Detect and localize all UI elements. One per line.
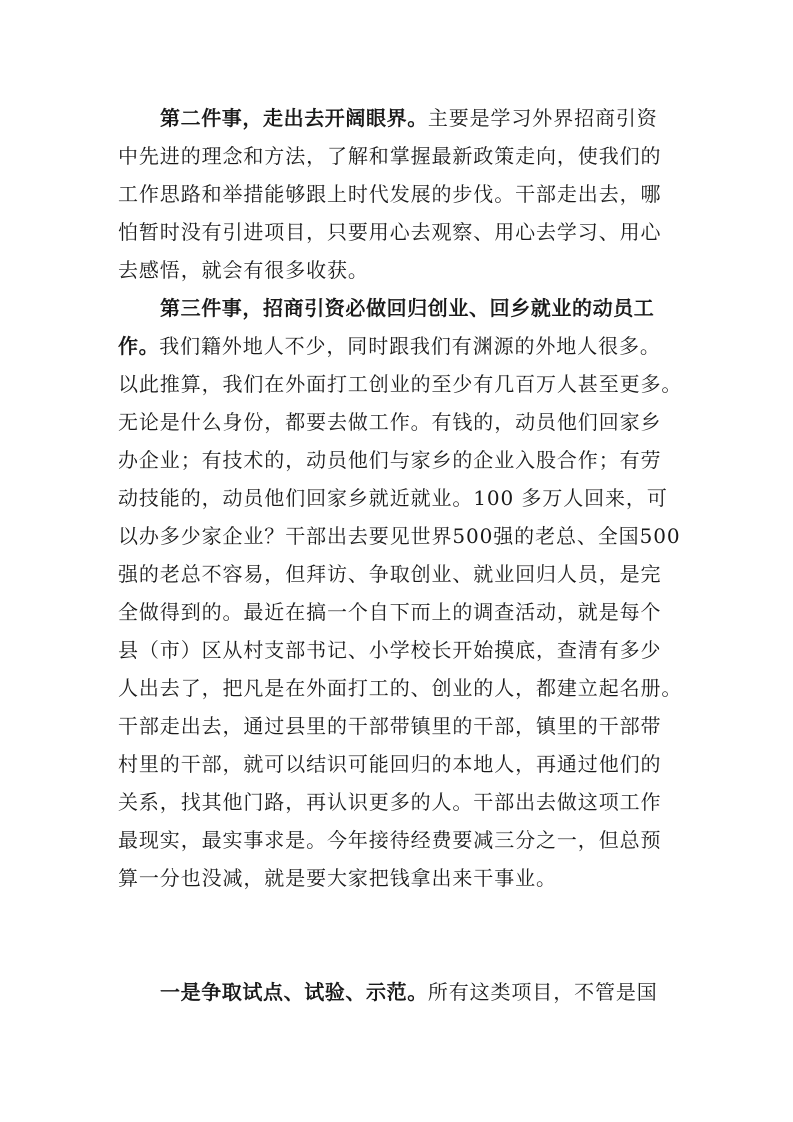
bold-lead: 作。 xyxy=(118,334,160,358)
paragraph-line: 最现实，最实事求是。今年接待经费要减三分之一，但总预 xyxy=(118,828,662,852)
paragraph-line: 全做得到的。最近在搞一个自下而上的调查活动，就是每个 xyxy=(118,600,662,624)
paragraph-line: 工作思路和举措能够跟上时代发展的步伐。干部走出去，哪 xyxy=(118,182,662,206)
paragraph-line: 以办多少家企业？干部出去要见世界500强的老总、全国500 xyxy=(118,524,681,548)
paragraph-line: 一是争取试点、试验、示范。所有这类项目，不管是国 xyxy=(160,980,658,1004)
paragraph-line: 怕暂时没有引进项目，只要用心去观察、用心去学习、用心 xyxy=(118,220,662,244)
paragraph-line: 强的老总不容易，但拜访、争取创业、就业回归人员，是完 xyxy=(118,562,662,586)
paragraph-line: 县（市）区从村支部书记、小学校长开始摸底，查清有多少 xyxy=(118,638,662,662)
paragraph-line: 去感悟，就会有很多收获。 xyxy=(118,258,369,282)
paragraph-line: 中先进的理念和方法，了解和掌握最新政策走向，使我们的 xyxy=(118,144,662,168)
paragraph-line: 第二件事，走出去开阔眼界。主要是学习外界招商引资 xyxy=(160,106,658,130)
paragraph-line: 算一分也没减，就是要大家把钱拿出来干事业。 xyxy=(118,866,557,890)
paragraph-line: 村里的干部，就可以结识可能回归的本地人，再通过他们的 xyxy=(118,752,662,776)
paragraph-line: 办企业；有技术的，动员他们与家乡的企业入股合作；有劳 xyxy=(118,448,662,472)
paragraph-line: 人出去了，把凡是在外面打工的、创业的人，都建立起名册。 xyxy=(118,676,683,700)
paragraph-line: 作。我们籍外地人不少，同时跟我们有渊源的外地人很多。 xyxy=(118,334,661,358)
bold-lead: 第三件事，招商引资必做回归创业、回乡就业的动员工 xyxy=(160,296,655,320)
bold-lead: 第二件事，走出去开阔眼界。 xyxy=(160,106,428,130)
paragraph-line: 以此推算，我们在外面打工创业的至少有几百万人甚至更多。 xyxy=(118,372,683,396)
paragraph-line: 干部走出去，通过县里的干部带镇里的干部，镇里的干部带 xyxy=(118,714,662,738)
paragraph-line xyxy=(160,296,654,320)
paragraph-line: 无论是什么身份，都要去做工作。有钱的，动员他们回家乡 xyxy=(118,410,662,434)
paragraph-line: 动技能的，动员他们回家乡就近就业。100 多万人回来，可 xyxy=(118,486,668,510)
bold-lead: 一是争取试点、试验、示范。 xyxy=(160,980,428,1004)
paragraph-line: 关系，找其他门路，再认识更多的人。干部出去做这项工作 xyxy=(118,790,662,814)
